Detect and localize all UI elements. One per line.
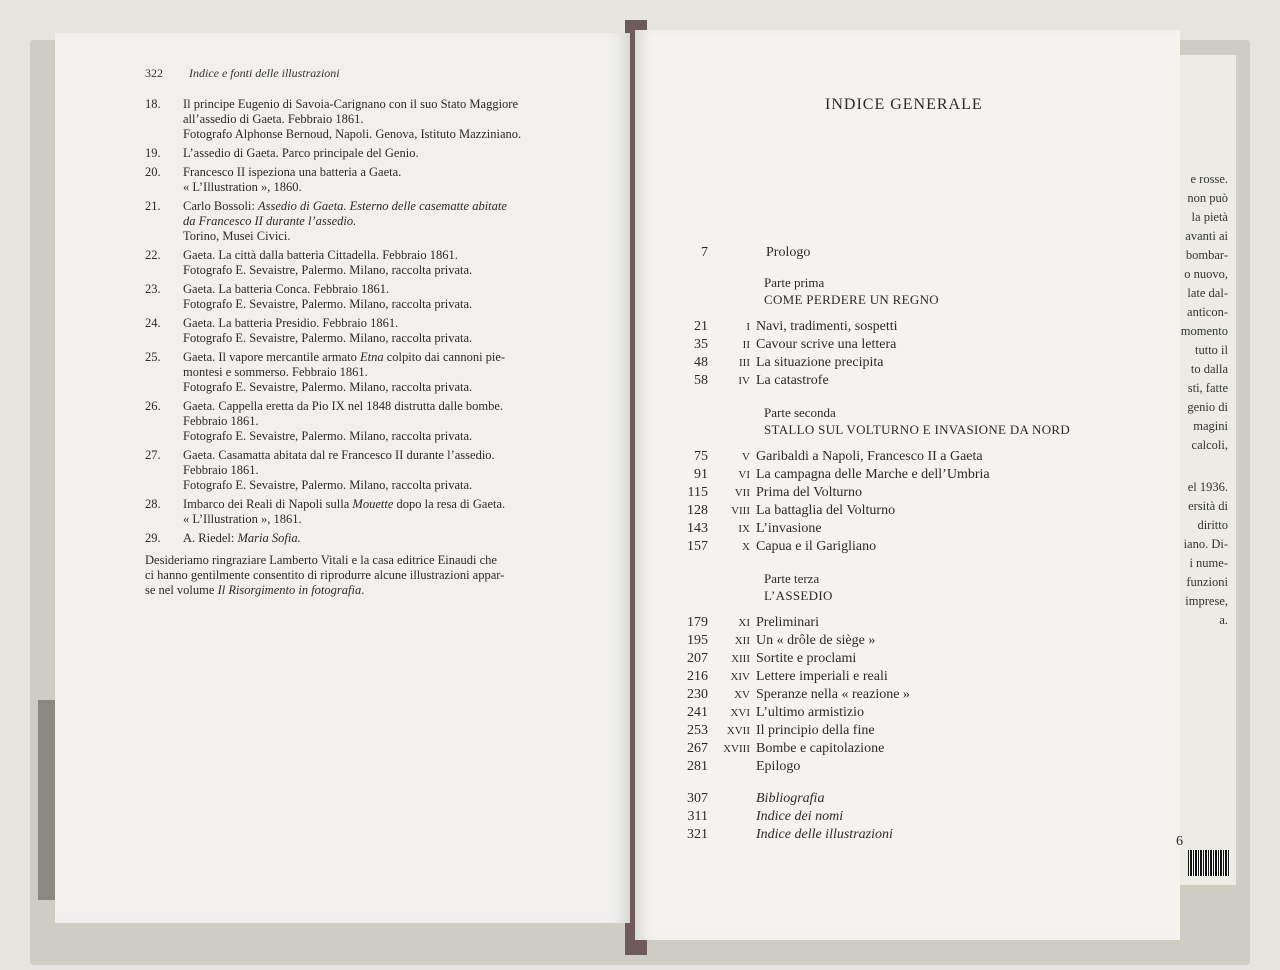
- toc-title-text: Bombe e capitolazione: [756, 741, 885, 756]
- toc-title-text: Navi, tradimenti, sospetti: [756, 319, 898, 334]
- page-number: 322: [145, 66, 163, 80]
- toc-roman: XVI: [730, 707, 750, 719]
- part-heading: [764, 274, 1140, 308]
- item-number: 28.: [145, 497, 161, 511]
- toc-title-text: La catastrofe: [756, 373, 829, 388]
- toc-page: 216: [687, 669, 708, 684]
- toc-entry: [640, 372, 1140, 390]
- toc-page: 307: [687, 791, 708, 806]
- item-line: Fotografo E. Sevaistre, Palermo. Milano, raccolta privata.: [183, 297, 473, 311]
- toc-title-text: Epilogo: [756, 759, 801, 774]
- toc-page: 91: [694, 467, 708, 482]
- list-item: [145, 248, 585, 278]
- item-italic-text: Etna: [360, 350, 384, 364]
- item-line: Gaeta. La città dalla batteria Cittadella. Febbraio 1861.: [183, 248, 458, 262]
- toc-page: 58: [694, 373, 708, 388]
- part-label: Parte seconda: [764, 405, 836, 420]
- toc-title-text: Bibliografia: [756, 791, 825, 806]
- item-line: Fotografo E. Sevaistre, Palermo. Milano, raccolta privata.: [183, 263, 473, 277]
- toc-entry: [640, 318, 1140, 336]
- list-item: [145, 199, 585, 244]
- item-italic-text: Assedio di Gaeta. Esterno delle casematte abitate: [258, 199, 507, 213]
- part-title: COME PERDERE UN REGNO: [764, 292, 939, 307]
- fragment-line: el 1936.: [1187, 480, 1228, 494]
- toc-title-text: L’invasione: [756, 521, 822, 536]
- running-head: [145, 66, 340, 81]
- toc-page: 241: [687, 705, 708, 720]
- item-line: Francesco II ispeziona una batteria a Gaeta.: [183, 165, 402, 179]
- toc-entry-appendix: [640, 790, 1140, 808]
- toc-page: 253: [687, 723, 708, 738]
- toc-title-text: Prima del Volturno: [756, 485, 863, 500]
- item-italic-text: Mouette: [352, 497, 394, 511]
- item-number: 26.: [145, 399, 161, 413]
- toc-page: 157: [687, 539, 708, 554]
- fragment-line: to dalla: [1190, 362, 1228, 376]
- toc-title-text: La campagna delle Marche e dell’Umbria: [756, 467, 990, 482]
- toc-roman: III: [739, 357, 750, 369]
- toc-entry: [640, 632, 1140, 650]
- toc-page: 311: [687, 809, 708, 824]
- item-text: Gaeta. Il vapore mercantile armato: [183, 350, 360, 364]
- item-line: Fotografo E. Sevaistre, Palermo. Milano, raccolta privata.: [183, 380, 473, 394]
- list-item: [145, 165, 585, 195]
- fragment-line: o nuovo,: [1184, 267, 1228, 281]
- toc-roman: XIV: [730, 671, 750, 683]
- fragment-line: anticon-: [1187, 305, 1228, 319]
- item-number: 23.: [145, 282, 161, 296]
- fragment-line: avanti ai: [1185, 229, 1228, 243]
- item-line: L’assedio di Gaeta. Parco principale del Genio.: [183, 146, 419, 160]
- fragment-line: sti, fatte: [1187, 381, 1228, 395]
- item-line: all’assedio di Gaeta. Febbraio 1861.: [183, 112, 364, 126]
- item-text: Imbarco dei Reali di Napoli sulla: [183, 497, 353, 511]
- fragment-line: a.: [1219, 613, 1228, 627]
- toc-roman: VII: [734, 487, 750, 499]
- toc-roman: IX: [738, 523, 750, 535]
- acknowledgement-paragraph: [145, 553, 585, 598]
- fragment-line: funzioni: [1186, 575, 1228, 589]
- toc-entry: [640, 354, 1140, 372]
- item-line: Fotografo E. Sevaistre, Palermo. Milano, raccolta privata.: [183, 429, 473, 443]
- toc-title-text: Sortite e proclami: [756, 651, 857, 666]
- toc-page: 267: [687, 741, 708, 756]
- toc-roman: XVII: [726, 725, 750, 737]
- toc-roman: XII: [734, 635, 750, 647]
- list-item: [145, 531, 585, 546]
- fragment-line: imprese,: [1185, 594, 1228, 608]
- fragment-line: late dal-: [1187, 286, 1228, 300]
- list-item: [145, 399, 585, 444]
- fragment-line: i nume-: [1189, 556, 1228, 570]
- toc-page: 321: [687, 827, 708, 842]
- toc-roman: II: [742, 339, 750, 351]
- item-line: « L’Illustration », 1861.: [183, 512, 302, 526]
- fragment-line: momento: [1180, 324, 1228, 338]
- item-number: 27.: [145, 448, 161, 462]
- item-text: A. Riedel:: [183, 531, 238, 545]
- table-of-contents: [640, 244, 1140, 844]
- fragment-line: genio di: [1187, 400, 1228, 414]
- toc-roman: V: [742, 451, 750, 463]
- list-item: [145, 497, 585, 527]
- fragment-line: ersità di: [1188, 499, 1228, 513]
- item-number: 22.: [145, 248, 161, 262]
- item-number: 21.: [145, 199, 161, 213]
- fragment-line: bombar-: [1185, 248, 1228, 262]
- toc-title-text: La situazione precipita: [756, 355, 884, 370]
- toc-page: 207: [687, 651, 708, 666]
- toc-page: 195: [687, 633, 708, 648]
- toc-title-text: Speranze nella « reazione »: [756, 687, 910, 702]
- fragment-line: la pietà: [1191, 210, 1228, 224]
- part-heading: [764, 570, 1140, 604]
- list-item: [145, 146, 585, 161]
- toc-title-text: L’ultimo armistizio: [756, 705, 864, 720]
- toc-page: 179: [687, 615, 708, 630]
- running-head-title: Indice e fonti delle illustrazioni: [189, 66, 340, 80]
- toc-roman: XVIII: [723, 743, 750, 755]
- part-title: STALLO SUL VOLTURNO E INVASIONE DA NORD: [764, 422, 1071, 437]
- list-item: [145, 282, 585, 312]
- toc-entry: [640, 668, 1140, 686]
- item-number: 19.: [145, 146, 161, 160]
- list-item: [145, 350, 585, 395]
- item-number: 20.: [145, 165, 161, 179]
- toc-page: 48: [694, 355, 708, 370]
- toc-entry: [640, 448, 1140, 466]
- toc-page: 143: [687, 521, 708, 536]
- toc-roman: X: [742, 541, 750, 553]
- fragment-line: iano. Di-: [1183, 537, 1228, 551]
- fragment-line: magini: [1193, 419, 1228, 433]
- toc-entry: [640, 466, 1140, 484]
- toc-title-text: Preliminari: [756, 615, 819, 630]
- item-text: Carlo Bossoli:: [183, 199, 259, 213]
- toc-entry: [640, 520, 1140, 538]
- item-line: Febbraio 1861.: [183, 414, 259, 428]
- item-line: Fotografo E. Sevaistre, Palermo. Milano, raccolta privata.: [183, 478, 473, 492]
- toc-entry: [640, 538, 1140, 556]
- toc-title-text: Garibaldi a Napoli, Francesco II a Gaeta: [756, 449, 983, 464]
- ack-line: Desideriamo ringraziare Lamberto Vitali e la casa editrice Einaudi che: [145, 553, 497, 567]
- item-italic-text: Maria Sofia.: [237, 531, 301, 545]
- toc-roman: XV: [734, 689, 750, 701]
- item-line: Febbraio 1861.: [183, 463, 259, 477]
- toc-page: 35: [694, 337, 708, 352]
- item-text: colpito dai cannoni pie-: [383, 350, 506, 364]
- toc-title-text: Capua e il Garigliano: [756, 539, 877, 554]
- toc-entry: [640, 336, 1140, 354]
- toc-roman: XI: [738, 617, 750, 629]
- fragment-line: non può: [1187, 191, 1228, 205]
- toc-page: 21: [694, 319, 708, 334]
- toc-entry: [640, 650, 1140, 668]
- item-line: Gaeta. La batteria Presidio. Febbraio 1861.: [183, 316, 399, 330]
- ack-punct: .: [361, 583, 365, 597]
- item-number: 24.: [145, 316, 161, 330]
- toc-title-text: Lettere imperiali e reali: [756, 669, 888, 684]
- toc-entry: [640, 686, 1140, 704]
- part-label: Parte terza: [764, 571, 820, 586]
- illustration-list: [145, 97, 585, 550]
- back-text-block-1: [1158, 170, 1228, 455]
- toc-title-text: Cavour scrive una lettera: [756, 337, 897, 352]
- item-line: « L’Illustration », 1860.: [183, 180, 302, 194]
- toc-page: 7: [701, 245, 708, 260]
- toc-page: 115: [687, 485, 708, 500]
- toc-entry-epilogo: [640, 758, 1140, 776]
- item-line: Il principe Eugenio di Savoia-Carignano con il suo Stato Maggiore: [183, 97, 518, 111]
- toc-roman: VIII: [731, 505, 750, 517]
- toc-roman: XIII: [731, 653, 750, 665]
- toc-roman: IV: [738, 375, 750, 387]
- item-line: montesi e sommerso. Febbraio 1861.: [183, 365, 368, 379]
- toc-title-text: Il principio della fine: [756, 723, 875, 738]
- toc-page: 75: [694, 449, 708, 464]
- toc-title-text: Prologo: [766, 245, 811, 260]
- toc-page: 230: [687, 687, 708, 702]
- toc-title-text: Indice dei nomi: [756, 809, 844, 824]
- toc-title-text: La battaglia del Volturno: [756, 503, 896, 518]
- toc-roman: VI: [738, 469, 750, 481]
- toc-roman: I: [746, 321, 750, 333]
- toc-entry-appendix: [640, 826, 1140, 844]
- list-item: [145, 97, 585, 142]
- toc-entry: [640, 740, 1140, 758]
- item-number: 29.: [145, 531, 161, 545]
- toc-page: 281: [687, 759, 708, 774]
- fragment-line: e rosse.: [1190, 172, 1228, 186]
- back-page-number: 6: [1176, 834, 1183, 849]
- toc-entry: [640, 484, 1140, 502]
- toc-title: INDICE GENERALE: [825, 96, 983, 113]
- list-item: [145, 316, 585, 346]
- item-line: Torino, Musei Civici.: [183, 229, 291, 243]
- fragment-line: calcoli,: [1191, 438, 1228, 452]
- toc-entry: [640, 502, 1140, 520]
- item-number: 18.: [145, 97, 161, 111]
- part-heading: [764, 404, 1140, 438]
- fragment-line: tutto il: [1195, 343, 1228, 357]
- item-line: Gaeta. Cappella eretta da Pio IX nel 1848 distrutta dalle bombe.: [183, 399, 504, 413]
- toc-entry: [640, 614, 1140, 632]
- toc-entry: [640, 722, 1140, 740]
- item-line: Fotografo E. Sevaistre, Palermo. Milano, raccolta privata.: [183, 331, 473, 345]
- item-number: 25.: [145, 350, 161, 364]
- toc-entry: [640, 704, 1140, 722]
- item-line: Fotografo Alphonse Bernoud, Napoli. Genova, Istituto Mazziniano.: [183, 127, 522, 141]
- part-label: Parte prima: [764, 275, 825, 290]
- back-text-block-2: [1158, 478, 1228, 630]
- barcode-icon: [1188, 850, 1230, 876]
- toc-entry-appendix: [640, 808, 1140, 826]
- toc-title-text: Indice delle illustrazioni: [756, 827, 893, 842]
- book-title: Il Risorgimento in fotografia: [217, 583, 362, 597]
- toc-title-text: Un « drôle de siège »: [756, 633, 876, 648]
- toc-entry-prologo: [640, 244, 1140, 262]
- ack-line: ci hanno gentilmente consentito di riprodurre alcune illustrazioni appar-: [145, 568, 505, 582]
- toc-page: 128: [687, 503, 708, 518]
- item-line: Gaeta. Casamatta abitata dal re Francesco II durante l’assedio.: [183, 448, 495, 462]
- item-line: Gaeta. La batteria Conca. Febbraio 1861.: [183, 282, 390, 296]
- item-italic-text: da Francesco II durante l’assedio.: [183, 214, 357, 228]
- list-item: [145, 448, 585, 493]
- part-title: L’ASSEDIO: [764, 588, 833, 603]
- item-text: dopo la resa di Gaeta.: [393, 497, 506, 511]
- fragment-line: diritto: [1197, 518, 1228, 532]
- ack-line: se nel volume: [145, 583, 218, 597]
